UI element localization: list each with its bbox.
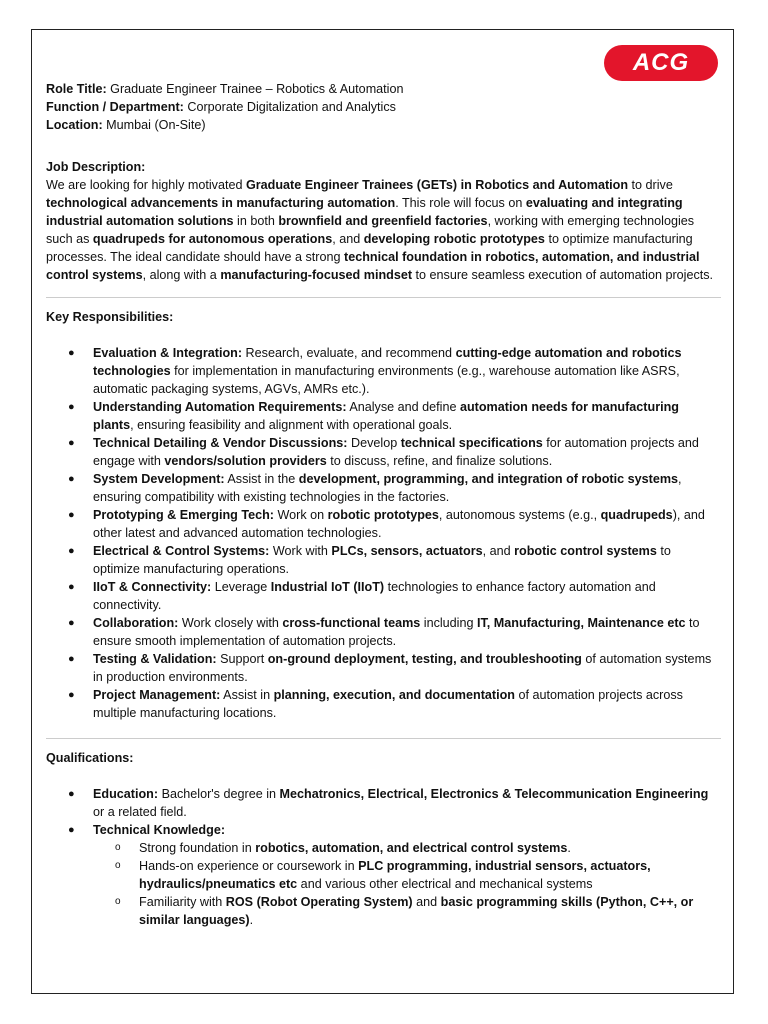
bold-text: quadrupeds — [600, 508, 673, 522]
responsibility-item — [46, 542, 721, 578]
bold-text: development, programming, and integration of robotic systems — [298, 472, 679, 486]
text: in both — [233, 214, 279, 228]
text: , and — [332, 232, 364, 246]
location-value: Mumbai (On-Site) — [102, 118, 206, 132]
bold-text: cutting-edge automation and robotics technologies — [93, 346, 682, 378]
bold-text: Collaboration: — [93, 616, 179, 630]
qualifications-title: Qualifications: — [46, 751, 134, 765]
function-line — [46, 98, 721, 116]
text: , ensuring feasibility and alignment with operational goals. — [130, 418, 453, 432]
responsibility-item — [46, 506, 721, 542]
text: technologies to enhance factory automation and connectivity. — [93, 580, 656, 612]
responsibility-item — [46, 434, 721, 470]
bullet-icon: ● — [68, 347, 75, 359]
bold-text: Understanding Automation Requirements: — [93, 400, 347, 414]
bold-text: Industrial IoT (IIoT) — [270, 580, 385, 594]
text: Bachelor's degree in — [158, 787, 280, 801]
text: Assist in the — [224, 472, 299, 486]
role-title-line — [46, 80, 721, 98]
text: Work on — [273, 508, 328, 522]
responsibility-item — [46, 344, 721, 398]
section-divider — [46, 738, 721, 739]
text: ), and other latest and advanced automation technologies. — [93, 508, 705, 540]
text: Work with — [269, 544, 332, 558]
location-label: Location: — [46, 118, 103, 132]
bold-text: robotic control systems — [514, 544, 657, 558]
text: for automation projects and engage with — [93, 436, 699, 468]
job-description-title: Job Description: — [46, 160, 146, 174]
role-title-label: Role Title: — [46, 82, 107, 96]
text: We are looking for highly motivated — [46, 178, 246, 192]
text: and various other electrical and mechanical systems — [297, 877, 593, 891]
responsibilities-title: Key Responsibilities: — [46, 310, 174, 324]
bold-text: robotic prototypes — [327, 508, 439, 522]
text: , autonomous systems (e.g., — [438, 508, 601, 522]
text: Hands-on experience or coursework in — [139, 859, 359, 873]
technical-knowledge-item — [93, 857, 721, 893]
text: to discuss, refine, and finalize solutions. — [326, 454, 553, 468]
bold-text: Education: — [93, 787, 159, 801]
text: . — [567, 841, 571, 855]
bullet-icon: ● — [68, 788, 75, 800]
text: , along with a — [142, 268, 221, 282]
text: Leverage — [211, 580, 271, 594]
qualifications-list — [46, 785, 721, 929]
bold-text: technological advancements in manufacturing automation — [46, 196, 396, 210]
text: and — [412, 895, 441, 909]
bold-text: Evaluation & Integration: — [93, 346, 243, 360]
technical-knowledge-label: Technical Knowledge: — [93, 823, 226, 837]
responsibilities-list — [46, 344, 721, 722]
text: of automation systems in production environments. — [93, 652, 712, 684]
text: , and — [482, 544, 515, 558]
text: or a related field. — [93, 805, 187, 819]
list-item — [46, 785, 721, 821]
text: Strong foundation in — [139, 841, 256, 855]
text: Assist in — [220, 688, 274, 702]
text: Analyse and define — [346, 400, 460, 414]
location-line — [46, 116, 721, 134]
bold-text: Technical Detailing & Vendor Discussions: — [93, 436, 348, 450]
bold-text: Prototyping & Emerging Tech: — [93, 508, 274, 522]
bullet-icon: ● — [68, 437, 75, 449]
text: , working with emerging technologies such as — [46, 214, 695, 246]
bold-text: PLC programming, industrial sensors, actuators, hydraulics/pneumatics etc — [139, 859, 651, 891]
bold-text: ROS (Robot Operating System) — [225, 895, 413, 909]
bold-text: brownfield and greenfield factories — [278, 214, 488, 228]
responsibility-item — [46, 470, 721, 506]
text: , ensuring compatibility with existing technologies in the factories. — [93, 472, 682, 504]
bullet-icon: ● — [68, 545, 75, 557]
bold-text: IIoT & Connectivity: — [93, 580, 212, 594]
bold-text: vendors/solution providers — [164, 454, 327, 468]
responsibility-item — [46, 578, 721, 614]
bold-text: planning, execution, and documentation — [273, 688, 515, 702]
bullet-icon: ● — [68, 689, 75, 701]
bold-text: quadrupeds for autonomous operations — [92, 232, 333, 246]
bold-text: technical foundation in robotics, automation, and industrial control systems — [46, 250, 700, 282]
bullet-icon: ● — [68, 473, 75, 485]
responsibility-item — [46, 614, 721, 650]
responsibility-item — [46, 398, 721, 434]
responsibility-item — [46, 650, 721, 686]
function-label: Function / Department: — [46, 100, 184, 114]
text: for implementation in manufacturing environments (e.g., warehouse automation like ASRS, automatic packaging systems, AGVs, AMRs etc.). — [93, 364, 680, 396]
bold-text: manufacturing-focused mindset — [220, 268, 413, 282]
bullet-icon: ● — [68, 581, 75, 593]
role-title-value: Graduate Engineer Trainee – Robotics & Automation — [106, 82, 404, 96]
bold-text: robotics, automation, and electrical control systems — [255, 841, 568, 855]
bold-text: automation needs for manufacturing plants — [93, 400, 679, 432]
sub-bullet-icon: o — [115, 896, 121, 907]
list-item — [46, 821, 721, 929]
section-divider — [46, 297, 721, 298]
text: to optimize manufacturing operations. — [93, 544, 671, 576]
bold-text: evaluating and integrating industrial automation solutions — [46, 196, 683, 228]
technical-knowledge-item — [93, 893, 721, 929]
text: to drive — [628, 178, 673, 192]
bold-text: Project Management: — [93, 688, 221, 702]
technical-knowledge-list — [93, 839, 721, 929]
education-text — [93, 787, 708, 819]
sub-bullet-icon: o — [115, 842, 121, 853]
bold-text: technical specifications — [400, 436, 543, 450]
technical-knowledge-item — [93, 839, 721, 857]
text: of automation projects across multiple manufacturing locations. — [93, 688, 683, 720]
document-body — [46, 80, 721, 929]
function-value: Corporate Digitalization and Analytics — [183, 100, 396, 114]
bullet-icon: ● — [68, 653, 75, 665]
text: Work closely with — [178, 616, 283, 630]
bold-text: cross-functional teams — [282, 616, 421, 630]
bold-text: System Development: — [93, 472, 225, 486]
text: to optimize manufacturing processes. The ideal candidate should have a strong — [46, 232, 693, 264]
bold-text: developing robotic prototypes — [363, 232, 545, 246]
bold-text: PLCs, sensors, actuators — [331, 544, 483, 558]
job-description-paragraph — [46, 176, 721, 284]
bold-text: Electrical & Control Systems: — [93, 544, 270, 558]
text: to ensure seamless execution of automation projects. — [412, 268, 714, 282]
sub-bullet-icon: o — [115, 860, 121, 871]
bullet-icon: ● — [68, 509, 75, 521]
text: Research, evaluate, and recommend — [242, 346, 456, 360]
text: Support — [216, 652, 268, 666]
bullet-icon: ● — [68, 617, 75, 629]
bold-text: Testing & Validation: — [93, 652, 217, 666]
bullet-icon: ● — [68, 401, 75, 413]
text: Familiarity with — [139, 895, 226, 909]
text: including — [420, 616, 477, 630]
text: . This role will focus on — [395, 196, 526, 210]
bullet-icon: ● — [68, 824, 75, 836]
bold-text: Graduate Engineer Trainees (GETs) in Robotics and Automation — [245, 178, 629, 192]
bold-text: Mechatronics, Electrical, Electronics & Telecommunication Engineering — [279, 787, 709, 801]
bold-text: basic programming skills (Python, C++, or similar languages) — [139, 895, 694, 927]
bold-text: on-ground deployment, testing, and troubleshooting — [267, 652, 582, 666]
acg-logo: ACG — [604, 45, 718, 81]
text: to ensure smooth implementation of automation projects. — [93, 616, 700, 648]
responsibility-item — [46, 686, 721, 722]
bold-text: IT, Manufacturing, Maintenance etc — [477, 616, 686, 630]
text: . — [249, 913, 254, 927]
text: Develop — [347, 436, 401, 450]
